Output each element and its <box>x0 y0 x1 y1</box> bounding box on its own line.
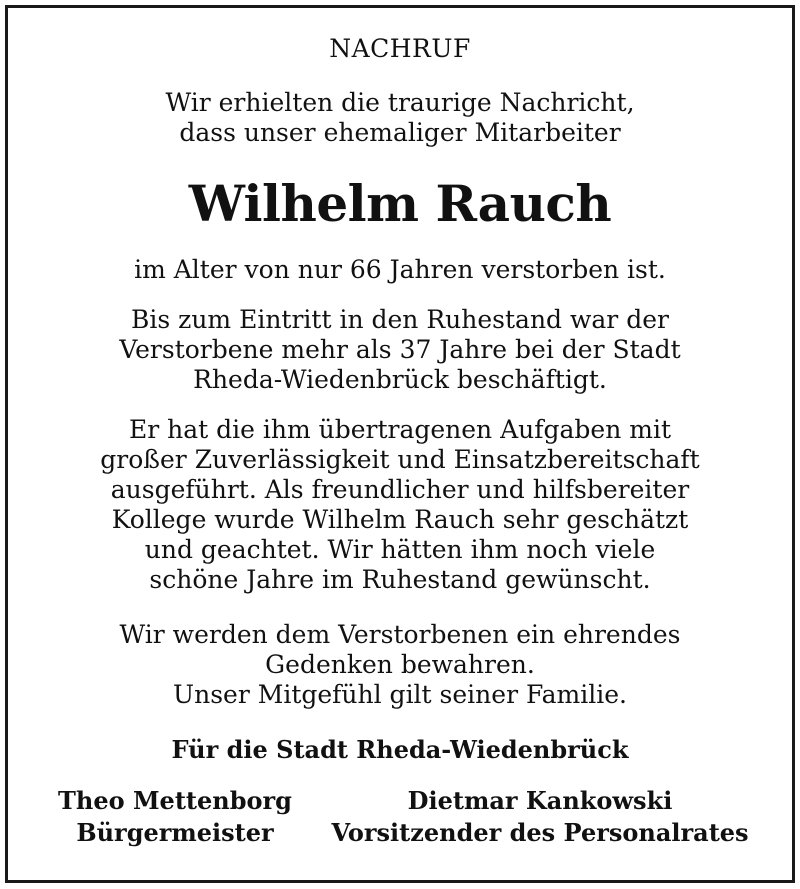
career-line: Verstorbene mehr als 37 Jahre bei der Stadt <box>119 335 681 364</box>
signatory-mayor <box>30 785 320 849</box>
deceased-name: Wilhelm Rauch <box>188 174 612 233</box>
closing-line: Wir werden dem Verstorbenen ein ehrendes <box>119 620 681 649</box>
organization-line: Für die Stadt Rheda-Wiedenbrück <box>171 735 629 764</box>
closing-line: Gedenken bewahren. <box>265 650 535 679</box>
tribute-line: ausgeführt. Als freundlicher und hilfsbereiter <box>110 475 690 504</box>
signatory-name: Theo Mettenborg <box>58 786 292 815</box>
closing-paragraph <box>0 620 800 710</box>
career-line: Bis zum Eintritt in den Ruhestand war der <box>131 305 669 334</box>
career-paragraph <box>0 305 800 395</box>
tribute-line: und geachtet. Wir hätten ihm noch viele <box>144 535 656 564</box>
signatory-role: Bürgermeister <box>76 818 274 847</box>
closing-line: Unser Mitgefühl gilt seiner Familie. <box>173 680 627 709</box>
age-line: im Alter von nur 66 Jahren verstorben ist. <box>134 255 666 284</box>
signatory-role: Vorsitzender des Personalrates <box>331 818 749 847</box>
tribute-line: großer Zuverlässigkeit und Einsatzbereitschaft <box>100 445 700 474</box>
tribute-paragraph <box>0 415 800 595</box>
intro-line: dass unser ehemaliger Mitarbeiter <box>179 118 621 147</box>
intro-paragraph <box>0 88 800 148</box>
tribute-line: Er hat die ihm übertragenen Aufgaben mit <box>128 415 672 444</box>
tribute-line: Kollege wurde Wilhelm Rauch sehr geschätzt <box>111 505 689 534</box>
career-line: Rheda-Wiedenbrück beschäftigt. <box>193 365 607 394</box>
signatory-council-chair <box>310 785 770 849</box>
tribute-line: schöne Jahre im Ruhestand gewünscht. <box>149 565 651 594</box>
age-paragraph <box>0 255 800 285</box>
signatory-name: Dietmar Kankowski <box>407 786 673 815</box>
intro-line: Wir erhielten die traurige Nachricht, <box>165 88 635 117</box>
notice-heading: NACHRUF <box>329 34 471 63</box>
